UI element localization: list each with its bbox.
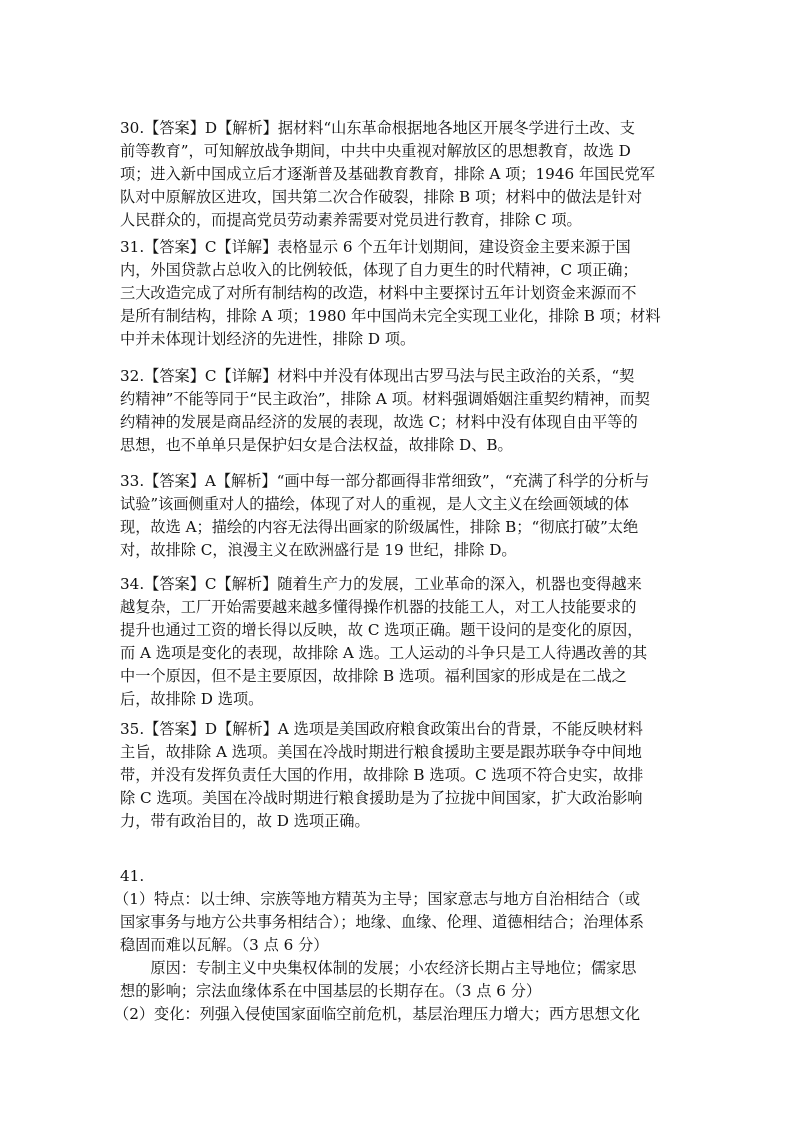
answer-line: 主旨，故排除 A 选项。美国在冷战时期进行粮食援助主要是跟苏联争夺中间地 (120, 743, 642, 761)
answer-30 (120, 117, 676, 232)
answer-line: 除 C 选项。美国在冷战时期进行粮食援助是为了拉拢中间国家，扩大政治影响 (120, 789, 643, 807)
answer-line: 队对中原解放区进攻，国共第二次合作破裂，排除 B 项；材料中的做法是针对 (120, 188, 643, 206)
part1-line: （1）特点：以士绅、宗族等地方精英为主导；国家意志与地方自治相结合（或 (114, 890, 641, 908)
reason-line: 想的影响；宗法血缘体系在中国基层的长期存在。（3 点 6 分） (120, 982, 542, 1000)
answer-line: 31.【答案】C【详解】表格显示 6 个五年计划期间，建设资金主要来源于国 (120, 238, 631, 256)
answer-line: 约精神的发展是商品经济的发展的表现，故选 C；材料中没有体现自由平等的 (120, 413, 638, 431)
answer-line: 33.【答案】A【解析】“画中每一部分都画得非常细致”，“充满了科学的分析与 (120, 472, 650, 490)
answer-line: 力，带有政治目的，故 D 选项正确。 (120, 812, 370, 830)
answer-line: 中并未体现计划经济的先进性，排除 D 项。 (120, 330, 416, 348)
answer-line: 32.【答案】C【详解】材料中并没有体现出古罗马法与民主政治的关系，“契 (120, 367, 635, 385)
answer-line: 是所有制结构，排除 A 项；1980 年中国尚未完全实现工业化，排除 B 项；材料 (120, 307, 661, 325)
answer-line: 现，故选 A；描绘的内容无法得出画家的阶级属性，排除 B；“彻底打破”太绝 (120, 518, 639, 536)
answer-line: 34.【答案】C【解析】随着生产力的发展，工业革命的深入，机器也变得越来 (120, 575, 642, 593)
answer-line: 对，故排除 C，浪漫主义在欧洲盛行是 19 世纪，排除 D。 (120, 541, 517, 559)
answer-line: 带，并没有发挥负责任大国的作用，故排除 B 选项。C 选项不符合史实，故排 (120, 766, 644, 784)
part2-line: （2）变化：列强入侵使国家面临空前危机，基层治理压力增大；西方思想文化 (114, 1005, 641, 1023)
answer-line: 越复杂，工厂开始需要越来越多懂得操作机器的技能工人，对工人技能要求的 (120, 598, 637, 616)
answer-line: 35.【答案】D【解析】A 选项是美国政府粮食政策出台的背景，不能反映材料 (120, 720, 643, 738)
reason-line: 原因：专制主义中央集权体制的发展；小农经济长期占主导地位；儒家思 (150, 959, 637, 977)
answer-41 (114, 865, 676, 1026)
answer-line: 中一个原因，但不是主要原因，故排除 B 选项。福利国家的形成是在二战之 (120, 667, 627, 685)
part1-line: 国家事务与地方公共事务相结合）；地缘、血缘、伦理、道德相结合；治理体系 (120, 913, 644, 931)
answer-line: 思想，也不单单只是保护妇女是合法权益，故排除 D、B。 (120, 436, 513, 454)
answer-34 (120, 573, 676, 711)
answer-line: 项；进入新中国成立后才逐渐普及基础教育教育，排除 A 项；1946 年国民党军 (120, 165, 655, 183)
answer-line: 后，故排除 D 选项。 (120, 690, 264, 708)
answer-line: 提升也通过工资的增长得以反映，故 C 选项正确。题干设问的是变化的原因， (120, 621, 643, 639)
answer-line: 三大改造完成了对所有制结构的改造，材料中主要探讨五年计划资金来源而不 (120, 284, 637, 302)
answer-31 (120, 236, 676, 351)
answer-33 (120, 470, 676, 562)
answer-line: 前等教育”，可知解放战争期间，中共中央重视对解放区的思想教育，故选 D (120, 142, 631, 160)
part1-line: 稳固而难以瓦解。（3 点 6 分） (120, 936, 329, 954)
answer-35 (120, 718, 676, 833)
answer-line: 30.【答案】D【解析】据材料“山东革命根据地各地区开展冬学进行土改、支 (120, 119, 635, 137)
answer-line: 试验”该画侧重对人的描绘，体现了对人的重视，是人文主义在绘画领域的体 (120, 495, 629, 513)
answer-line: 人民群众的，而提高党员劳动素养需要对党员进行教育，排除 C 项。 (120, 211, 582, 229)
answer-line: 约精神”不能等同于“民主政治”，排除 A 项。材料强调婚姻注重契约精神，而契 (120, 390, 650, 408)
answer-32 (120, 365, 676, 457)
question-number: 41. (120, 867, 145, 885)
answer-line: 内，外国贷款占总收入的比例较低，体现了自力更生的时代精神，C 项正确； (120, 261, 638, 279)
answer-line: 而 A 选项是变化的表现，故排除 A 选。工人运动的斗争只是工人待遇改善的其 (120, 644, 648, 662)
